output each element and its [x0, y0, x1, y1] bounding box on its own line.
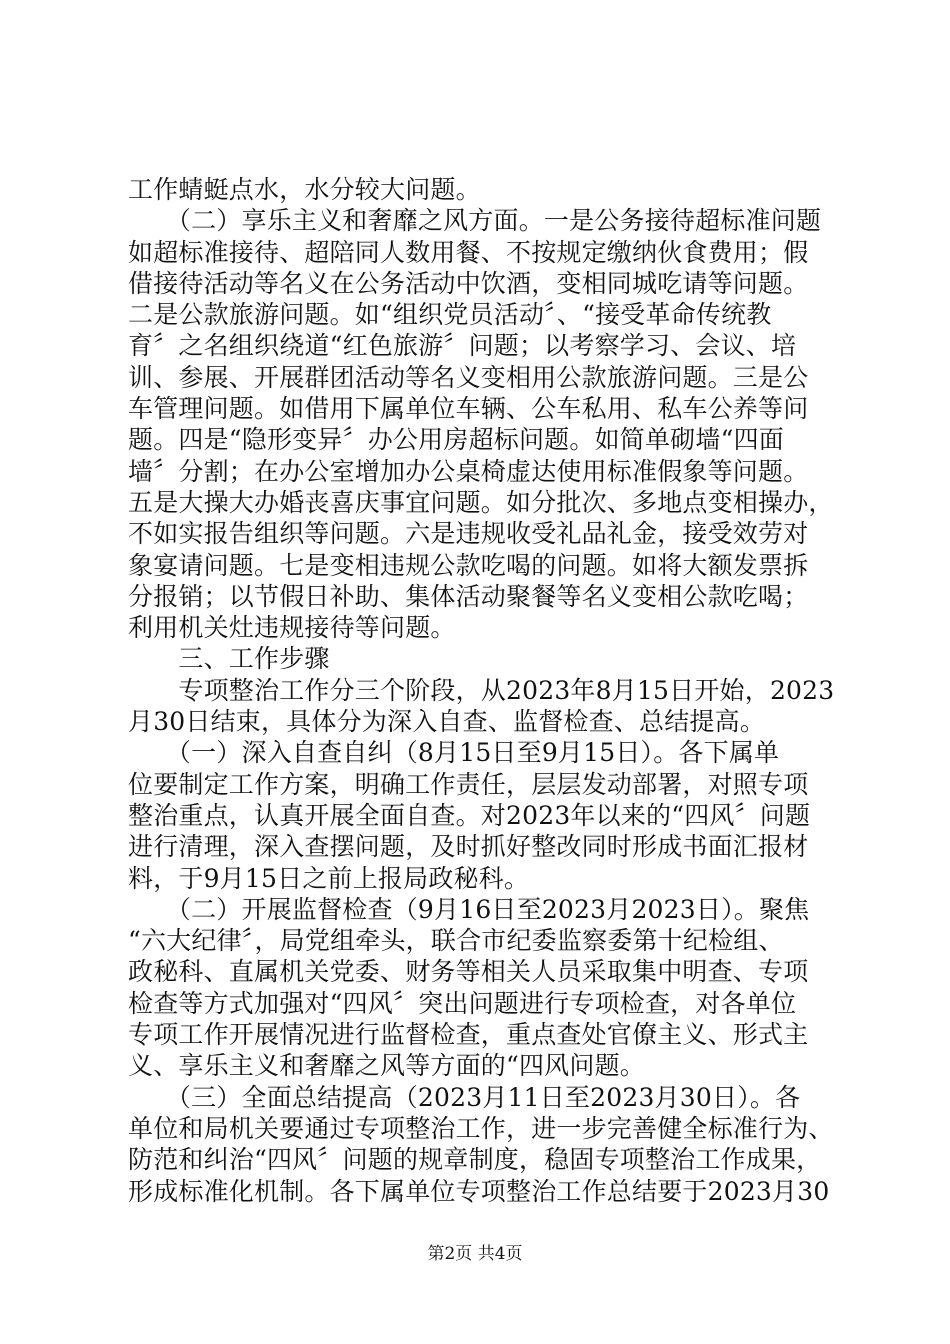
- body-line: 育〞之名组织绕道“红色旅游〞问题；以考察学习、会议、培: [128, 331, 797, 361]
- document-body: [128, 174, 844, 1207]
- page-number-footer: 第2页 共4页: [427, 1244, 523, 1264]
- body-line: 月30日结束，具体分为深入自查、监督检查、总结提高。: [128, 707, 766, 737]
- body-line: （三）全面总结提高（2023月11日至2023月30日）。各: [128, 1082, 801, 1112]
- body-line: 进行清理，深入查摆问题，及时抓好整改同时形成书面汇报材: [128, 832, 809, 862]
- body-line: 训、参展、开展群团活动等名义变相用公款旅游问题。三是公: [128, 362, 809, 392]
- body-line: 专项整治工作分三个阶段，从2023年8月15日开始，2023: [128, 675, 835, 705]
- body-line: 检查等方式加强对“四风〞突出问题进行专项检查，对各单位: [128, 988, 797, 1018]
- body-line: 位要制定工作方案，明确工作责任，层层发动部署，对照专项: [128, 769, 809, 799]
- body-line: 工作蜻蜓点水，水分较大问题。: [128, 175, 481, 204]
- body-line: （一）深入自查自纠（8月15日至9月15日）。各下属单: [128, 738, 780, 768]
- body-line: 象宴请问题。七是变相违规公款吃喝的问题。如将大额发票拆: [128, 550, 809, 580]
- body-line: 题。四是“隐形变异〞办公用房超标问题。如简单砌墙“四面: [128, 425, 784, 455]
- body-line: 不如实报告组织等问题。六是违规收受礼品礼金，接受效劳对: [128, 519, 809, 549]
- body-line: 政秘科、直属机关党委、财务等相关人员采取集中明查、专项: [128, 957, 809, 987]
- body-line: （二）开展监督检查（9月16日至2023月2023日）。聚焦: [128, 894, 810, 924]
- body-line: 车管理问题。如借用下属单位车辆、公车私用、私车公养等问: [128, 394, 809, 424]
- body-line: 墙〞分割；在办公室增加办公桌椅虚达使用标准假象等问题。: [128, 456, 809, 486]
- body-line: 利用机关灶违规接待等问题。: [128, 613, 456, 643]
- body-line: 如超标准接待、超陪同人数用餐、不按规定缴纳伙食费用；假: [128, 237, 809, 267]
- body-line: 单位和局机关要通过专项整治工作，进一步完善健全标准行为、: [128, 1113, 834, 1143]
- body-line: 分报销；以节假日补助、集体活动聚餐等名义变相公款吃喝；: [128, 581, 809, 611]
- body-line: （二）享乐主义和奢靡之风方面。一是公务接待超标准问题: [128, 206, 822, 236]
- body-line: 整治重点，认真开展全面自查。对2023年以来的“四风〞问题: [128, 800, 811, 830]
- body-line: 五是大操大办婚丧喜庆事宜问题。如分批次、多地点变相操办，: [128, 487, 834, 517]
- section-heading: 三、工作步骤: [128, 644, 330, 674]
- body-line: “六大纪律〞，局党组牵头，联合市纪委监察委第十纪检组、: [128, 926, 784, 956]
- body-line: 防范和纠治“四风〞问题的规章制度，稳固专项整治工作成果，: [128, 1145, 822, 1175]
- body-line: 料，于9月15日之前上报局政秘科。: [128, 863, 530, 893]
- body-line: 专项工作开展情况进行监督检查，重点查处官僚主义、形式主: [128, 1020, 809, 1050]
- body-line: 二是公款旅游问题。如“组织党员活动〞、“接受革命传统教: [128, 300, 772, 330]
- body-line: 义、享乐主义和奢靡之风等方面的“四风问题。: [128, 1051, 645, 1081]
- body-line: 借接待活动等名义在公务活动中饮酒，变相同城吃请等问题。: [128, 268, 809, 298]
- body-line: 形成标准化机制。各下属单位专项整治工作总结要于2023月30: [128, 1176, 830, 1206]
